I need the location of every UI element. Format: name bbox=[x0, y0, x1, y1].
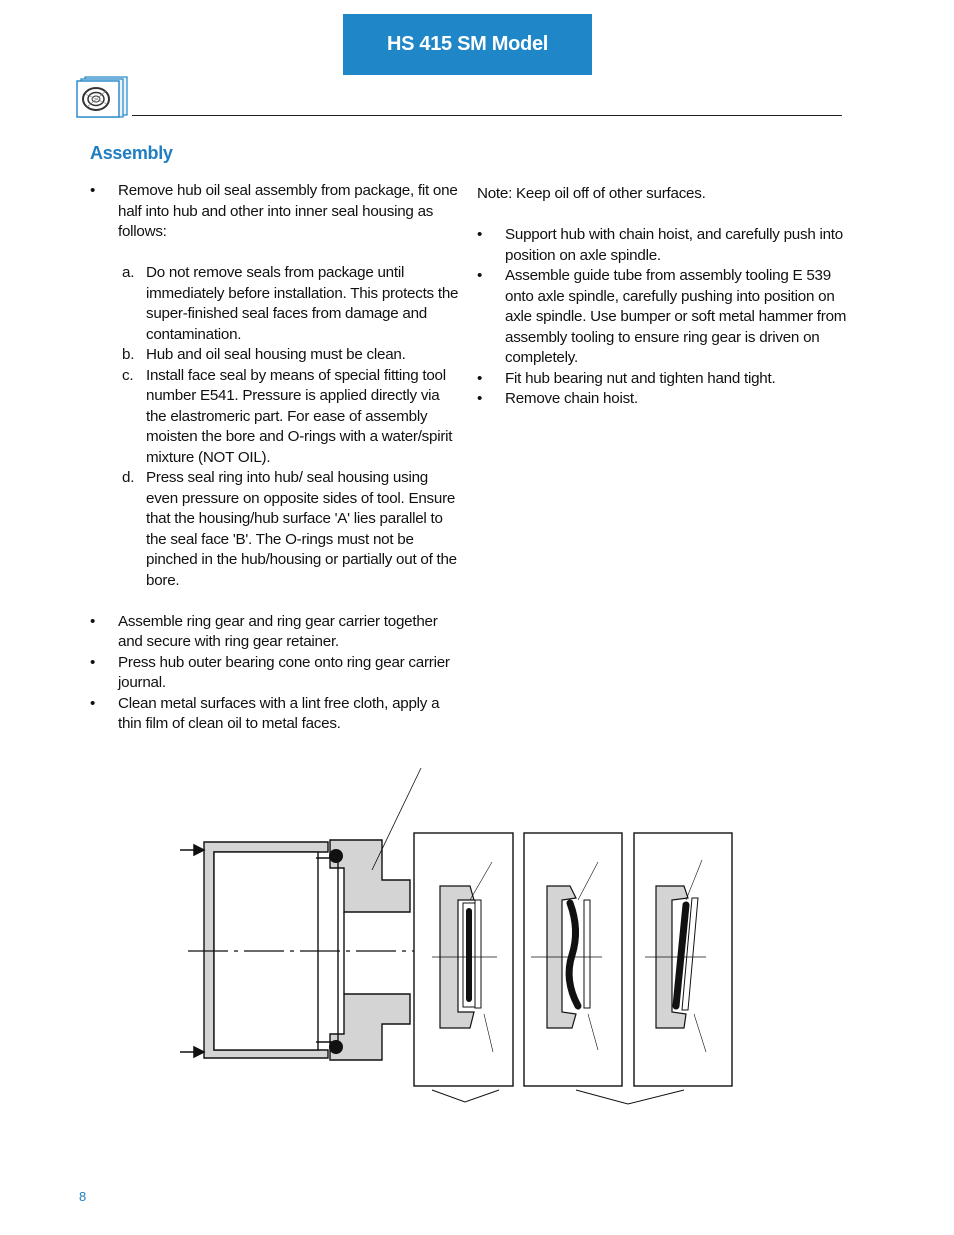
right-column bbox=[477, 184, 847, 410]
sub-list-item bbox=[90, 345, 460, 366]
page-title: HS 415 SM Model bbox=[386, 33, 549, 55]
bullet-icon: • bbox=[90, 653, 96, 671]
list-item-text: Assemble ring gear and ring gear carrier together and secure with ring gear retainer. bbox=[118, 612, 438, 650]
list-item bbox=[477, 389, 847, 410]
arrow-icon bbox=[194, 845, 204, 855]
seal-detail-panel-tilted bbox=[634, 833, 732, 1086]
sub-item-marker: c. bbox=[122, 366, 134, 384]
page-number: 8 bbox=[79, 1189, 87, 1204]
bullet-icon: • bbox=[90, 612, 96, 630]
bracket-correct bbox=[432, 1090, 499, 1102]
list-item-text: Support hub with chain hoist, and carefully push into position on axle spindle. bbox=[505, 226, 843, 264]
list-item-text: Remove chain hoist. bbox=[505, 390, 638, 407]
list-item bbox=[477, 266, 847, 369]
list-item-text: Fit hub bearing nut and tighten hand tight. bbox=[505, 369, 776, 387]
o-ring-upper bbox=[329, 849, 343, 863]
list-item bbox=[90, 694, 460, 735]
list-item bbox=[90, 181, 460, 243]
header-rule bbox=[132, 115, 842, 116]
oil-seal-icon bbox=[76, 76, 128, 118]
arrow-icon bbox=[194, 1047, 204, 1057]
sub-item-marker: d. bbox=[122, 469, 135, 486]
sub-list-item bbox=[90, 263, 460, 345]
list-item-text: Remove hub oil seal assembly from package, fit one half into hub and other into inner seal housing as follows: bbox=[118, 182, 458, 240]
note-text: Note: Keep oil off of other surfaces. bbox=[477, 185, 706, 202]
sub-list-item bbox=[90, 468, 460, 591]
bullet-icon: • bbox=[90, 182, 96, 199]
sub-list-item bbox=[90, 366, 460, 469]
list-item-text: Assemble guide tube from assembly tooling E 539 onto axle spindle, carefully pushing into position on axle spindle. Use bumper or soft metal hammer from assembly tooling to ensure ring gear is driven on completely. bbox=[505, 267, 847, 366]
sub-item-marker: b. bbox=[122, 346, 135, 363]
seal-detail-panel-correct bbox=[414, 833, 513, 1086]
seal-detail-panel-pinched bbox=[524, 833, 622, 1086]
list-item-text: Press hub outer bearing cone onto ring gear carrier journal. bbox=[118, 653, 450, 691]
o-ring-lower bbox=[329, 1040, 343, 1054]
face-seal-installation-diagram bbox=[180, 765, 740, 1110]
bracket-incorrect bbox=[576, 1090, 684, 1104]
list-item bbox=[477, 369, 847, 390]
list-item bbox=[90, 612, 460, 653]
sub-item-text: Press seal ring into hub/ seal housing using even pressure on opposite sides of tool. Ensure that the housing/hub surface 'A' lies parallel to the seal face 'B'. The O-rings must not be pinched in the hub/housing or partially out of the bore. bbox=[146, 469, 457, 589]
sub-item-text: Hub and oil seal housing must be clean. bbox=[146, 346, 406, 363]
page-title-banner bbox=[343, 14, 592, 75]
bullet-icon: • bbox=[477, 267, 483, 284]
bullet-icon: • bbox=[477, 369, 483, 387]
section-heading: Assembly bbox=[90, 143, 173, 163]
bullet-icon: • bbox=[90, 694, 96, 712]
sub-item-marker: a. bbox=[122, 264, 135, 281]
bullet-icon: • bbox=[477, 226, 483, 243]
left-column bbox=[90, 181, 460, 735]
list-item bbox=[477, 225, 847, 266]
sub-item-text: Do not remove seals from package until immediately before installation. This protects the super-finished seal faces from damage and contamination. bbox=[146, 264, 459, 343]
list-item-text: Clean metal surfaces with a lint free cloth, apply a thin film of clean oil to metal faces. bbox=[118, 694, 440, 732]
sub-item-text: Install face seal by means of special fitting tool number E541. Pressure is applied directly via the elastromeric part. For ease of assembly moisten the bore and O-rings with a water/spirit mixture (NOT OIL). bbox=[146, 366, 453, 466]
list-item bbox=[90, 653, 460, 694]
bullet-icon: • bbox=[477, 390, 483, 407]
hub-section-upper bbox=[330, 840, 410, 912]
